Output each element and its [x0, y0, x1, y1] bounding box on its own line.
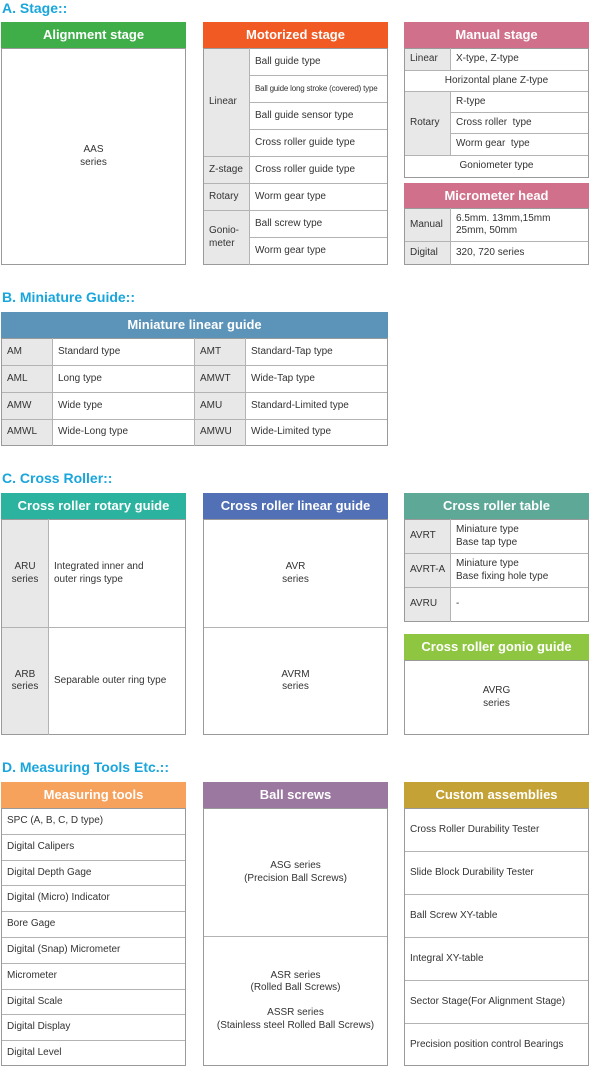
custom-assemblies-header[interactable]: Custom assemblies — [404, 782, 589, 808]
section-title-measuring-tools: D. Measuring Tools Etc.:: — [2, 759, 169, 775]
mini-guide-type[interactable]: Wide type — [58, 399, 103, 411]
manual-linear-item[interactable]: X-type, Z-type — [456, 53, 519, 65]
cross-roller-rotary-guide-header[interactable]: Cross roller rotary guide — [1, 493, 186, 519]
mini-guide-code[interactable]: AML — [7, 372, 28, 384]
manual-horizontal-item[interactable]: Horizontal plane Z-type — [444, 74, 549, 86]
cr-table-item[interactable]: Miniature type Base fixing hole type — [456, 558, 549, 582]
ball-screws-asg[interactable]: ASG series (Precision Ball Screws) — [244, 860, 347, 884]
mini-guide-type[interactable]: Standard-Tap type — [251, 345, 333, 357]
mini-guide-code[interactable]: AMT — [200, 345, 222, 357]
motorized-gonio-item[interactable]: Worm gear type — [255, 244, 326, 256]
motorized-linear-item[interactable]: Cross roller guide type — [255, 136, 356, 148]
micrometer-head-header[interactable]: Micrometer head — [404, 183, 589, 208]
cr-rotary-aru-item[interactable]: Integrated inner and outer rings type — [54, 561, 144, 585]
manual-rotary-item[interactable]: Cross roller type — [456, 116, 532, 128]
cr-rotary-arb-label: ARB series — [2, 628, 48, 734]
motorized-stage-header[interactable]: Motorized stage — [203, 22, 388, 48]
cr-rotary-aru-label: ARU series — [2, 520, 48, 627]
cr-gonio-avrg[interactable]: AVRG series — [482, 685, 511, 709]
cr-linear-avrm[interactable]: AVRM series — [281, 668, 310, 692]
motorized-gonio-label: Gonio- meter — [204, 211, 249, 264]
list-item[interactable]: Precision position control Bearings — [410, 1038, 564, 1050]
manual-rotary-label: Rotary — [405, 92, 450, 155]
list-item[interactable]: Digital (Snap) Micrometer — [7, 944, 121, 956]
list-item[interactable]: Slide Block Durability Tester — [410, 866, 534, 878]
list-item[interactable]: Sector Stage(For Alignment Stage) — [410, 995, 566, 1007]
mini-guide-type[interactable]: Wide-Tap type — [251, 372, 315, 384]
motorized-rotary-label: Rotary — [204, 184, 249, 210]
cross-roller-linear-guide-header[interactable]: Cross roller linear guide — [203, 493, 388, 519]
ball-screws-asr[interactable]: ASR series (Rolled Ball Screws) ASSR series (Stainless steel Rolled Ball Screws) — [216, 969, 375, 1031]
cross-roller-gonio-guide-header[interactable]: Cross roller gonio guide — [404, 634, 589, 660]
manual-linear-label: Linear — [405, 49, 450, 70]
section-title-miniature-guide: B. Miniature Guide:: — [2, 289, 135, 305]
mini-guide-type[interactable]: Wide-Long type — [58, 426, 129, 438]
section-title-cross-roller: C. Cross Roller:: — [2, 470, 113, 486]
list-item[interactable]: Micrometer — [7, 970, 58, 982]
list-item[interactable]: Digital Calipers — [7, 841, 75, 853]
mini-guide-code[interactable]: AMWU — [200, 426, 232, 438]
list-item[interactable]: SPC (A, B, C, D type) — [7, 815, 104, 827]
manual-stage-header[interactable]: Manual stage — [404, 22, 589, 48]
measuring-tools-header[interactable]: Measuring tools — [1, 782, 186, 808]
motorized-linear-item[interactable]: Ball guide long stroke (covered) type — [255, 84, 378, 93]
motorized-zstage-item[interactable]: Cross roller guide type — [255, 163, 356, 175]
cross-roller-table-header[interactable]: Cross roller table — [404, 493, 589, 519]
list-item[interactable]: Cross Roller Durability Tester — [410, 823, 540, 835]
micrometer-manual-label: Manual — [405, 209, 450, 241]
list-item[interactable]: Digital Depth Gage — [7, 867, 92, 879]
cr-table-code: AVRU — [405, 588, 450, 621]
list-item[interactable]: Digital Scale — [7, 996, 63, 1008]
motorized-rotary-item[interactable]: Worm gear type — [255, 190, 326, 202]
list-item[interactable]: Digital (Micro) Indicator — [7, 892, 110, 904]
mini-guide-type[interactable]: Wide-Limited type — [251, 426, 332, 438]
list-item[interactable]: Digital Level — [7, 1047, 62, 1059]
list-item[interactable]: Bore Gage — [7, 918, 56, 930]
motorized-zstage-label: Z-stage — [204, 157, 249, 183]
mini-guide-type[interactable]: Standard type — [58, 345, 121, 357]
motorized-linear-label: Linear — [204, 49, 249, 156]
cr-table-item[interactable]: Miniature type Base tap type — [456, 524, 519, 548]
mini-guide-code[interactable]: AMW — [7, 399, 32, 411]
mini-guide-type[interactable]: Long type — [58, 372, 102, 384]
list-item[interactable]: Ball Screw XY-table — [410, 909, 498, 921]
section-title-stage: A. Stage:: — [2, 0, 68, 16]
miniature-linear-guide-header[interactable]: Miniature linear guide — [1, 312, 388, 338]
motorized-linear-item[interactable]: Ball guide type — [255, 55, 321, 67]
motorized-linear-item[interactable]: Ball guide sensor type — [255, 109, 354, 121]
mini-guide-code[interactable]: AMWT — [200, 372, 231, 384]
mini-guide-code[interactable]: AMWL — [7, 426, 37, 438]
mini-guide-type[interactable]: Standard-Limited type — [251, 399, 349, 411]
micrometer-digital-item[interactable]: 320, 720 series — [456, 246, 525, 258]
manual-goniometer-item[interactable]: Goniometer type — [459, 160, 534, 172]
cr-table-code: AVRT-A — [405, 554, 450, 587]
micrometer-digital-label: Digital — [405, 242, 450, 264]
mini-guide-code[interactable]: AM — [7, 345, 22, 357]
cr-table-item[interactable]: - — [456, 598, 460, 610]
list-item[interactable]: Integral XY-table — [410, 952, 484, 964]
mini-guide-code[interactable]: AMU — [200, 399, 223, 411]
manual-rotary-item[interactable]: Worm gear type — [456, 138, 530, 150]
micrometer-manual-item[interactable]: 6.5mm. 13mm,15mm 25mm, 50mm — [456, 212, 551, 236]
motorized-gonio-item[interactable]: Ball screw type — [255, 217, 323, 229]
list-item[interactable]: Digital Display — [7, 1021, 71, 1033]
manual-rotary-item[interactable]: R-type — [456, 95, 486, 107]
alignment-stage-header[interactable]: Alignment stage — [1, 22, 186, 48]
ball-screws-header[interactable]: Ball screws — [203, 782, 388, 808]
cr-linear-avr[interactable]: AVR series — [282, 561, 309, 585]
alignment-stage-series[interactable]: AAS series — [80, 144, 107, 168]
cr-table-code: AVRT — [405, 520, 450, 553]
cr-rotary-arb-item[interactable]: Separable outer ring type — [54, 674, 167, 686]
